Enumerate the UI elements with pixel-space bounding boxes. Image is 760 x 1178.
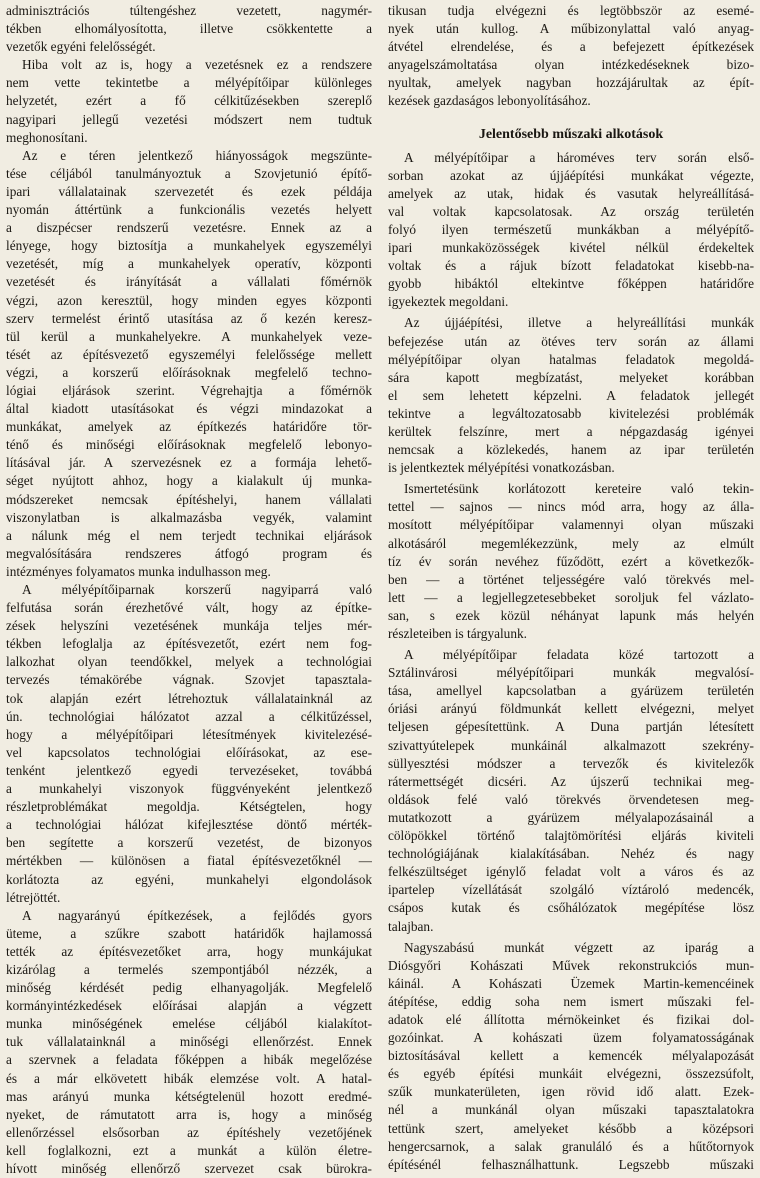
text-line: tését az építésvezető egyszemélyi felelőssége mellett (6, 346, 372, 362)
text-line: átvétel elrendelése, és a befejezett építkezések (388, 39, 754, 55)
text-line: kell foglalkozni, ezt a munkát a külön életre- (6, 1142, 372, 1158)
text-line: tése céljából tanulmányoztuk a Szovjetunió építő- (6, 165, 372, 181)
paragraph (388, 149, 754, 312)
text-line: igyekeztek megoldani. (388, 294, 509, 310)
text-line: lalkozhat olyan teendőkkel, melyek a technológiai (6, 654, 372, 670)
text-line: ténő és minőségi előírásoknak megfelelő lebonyo- (6, 437, 372, 453)
text-line: nyomán áttértünk a funkcionális vezetés helyett (6, 202, 372, 218)
text-line: ipartelep vízellátását szolgáló víztároló medencék, (388, 882, 754, 898)
text-line: a diszpécser rendszerű vezetésre. Ennek az a (6, 220, 372, 236)
text-line: zések helyszíni vezetésének munkája teljes mér- (6, 618, 372, 634)
text-line: nél a munkánál olyan műszaki tapasztalatokra (388, 1102, 754, 1118)
text-line: tekintve a legváltozatosabb kivitelezési problémák (388, 405, 754, 421)
text-line: A mélyépítőipar a hároméves terv során első- (404, 149, 754, 165)
paragraph (6, 907, 372, 1178)
text-line: san, s ezek közül néhányat lapunk más helyén (388, 607, 754, 623)
text-line: tékben lefoglalja az építésvezetőt, ezért nem fog- (6, 636, 372, 652)
text-line: oldások felé való törekvés örvendetesen meg- (388, 791, 754, 807)
text-line: A mélyépítőiparnak korszerű nagyiparrá való (22, 582, 372, 597)
text-line: tikusan tudja elvégezni és legtöbbször az esemé- (388, 3, 754, 18)
text-line: részletproblémákat megoldja. Kétségtelen, hogy (6, 799, 372, 815)
text-line: és a már elkövetett hibák elemzése volt. A hatal- (6, 1070, 372, 1086)
text-line: szivattyútelepek munkáinál alkalmazott szekrény- (388, 737, 754, 753)
text-line: Hiba volt az is, hogy a vezetésnek ez a rendszere (22, 57, 372, 73)
text-line: intézményes folyamatos munka indulhasson meg. (6, 563, 271, 579)
text-line: tuk vállalatainknál a minőségi ellenőrzést. Ennek (6, 1034, 372, 1050)
text-line: viszonylatban is alkalmazásba vegyék, valamint (6, 509, 372, 525)
text-line: által kiadott utasításokat és végzi mindazokat a (6, 401, 372, 417)
paragraph (388, 646, 754, 936)
text-line: voltak és a rájuk bízott feladatokat kisebb-na- (388, 258, 754, 274)
text-line: nagyipari jellegű vezetési módszert nem tudtuk (6, 111, 372, 127)
text-line: végzi, azon keresztül, hogy minden egyes központi (6, 292, 372, 308)
text-line: vel kapcsolatos technológiai előírásokat, az ese- (6, 744, 372, 760)
section-heading: Jelentősebb műszaki alkotások (478, 126, 664, 142)
text-line: tettünk szert, amelyeket később a középsori (388, 1120, 754, 1136)
text-line: kormányintézkedések előírásai alapján a végzett (6, 998, 372, 1014)
text-line: tül kerül a munkahelyekre. A munkahelyek veze- (6, 328, 372, 344)
text-line: munkákat, amelyek az építkezés határidőre tör- (6, 419, 372, 435)
text-line: minőség kérdését pedig elhanyagolják. Megfelelő (6, 980, 372, 996)
text-line: gyobb hibáktól eltekintve főképpen határidőre (388, 276, 754, 292)
text-line: tenként jelentkező egyedi tervezéseket, továbbá (6, 762, 372, 778)
text-line: süllyesztési módszer a tervezők és kivitelezők (388, 755, 754, 771)
text-line: mas arányú munka kétségtelenül hozott eredmé- (6, 1088, 372, 1104)
text-line: anyagelszámoltatása olyan intézkedéseknek bizo- (388, 57, 754, 73)
text-line: A nagyarányú építkezések, a fejlődés gyors (22, 907, 372, 923)
text-line: tékben elhomályosította, illetve csökkentette a (6, 21, 372, 37)
paragraph (6, 56, 372, 146)
paragraph (388, 480, 754, 643)
text-line: mélyépítőipar olyan hatalmas feladatok megoldá- (388, 351, 754, 367)
text-line: el sem lehetett képzelni. A feladatok jellegét (388, 387, 754, 403)
text-line: szerv termelést érintő utasítása az ő kezén keresz- (6, 310, 372, 326)
text-line: rátermettségét dicséri. Az újszerű technikai meg- (388, 773, 754, 789)
text-line: helyzetét, ezért a fő célkitűzésekben szereplő (6, 93, 372, 109)
text-line: séget nyújtott ahhoz, hogy a kialakult új munka- (6, 473, 372, 489)
text-line: ben segítette a korszerű vezetést, de bizonyos (6, 835, 372, 851)
text-line: mutatkozott a gyárüzem mélyalapozásainál a (388, 809, 754, 825)
text-line: nem vette tekintetbe a mélyépítőipar különleges (6, 75, 372, 91)
text-line: nemcsak a közlekedés, hanem az ipar területén (388, 442, 754, 458)
text-line: a nálunk még el nem terjedt technikai eljárások (6, 527, 372, 543)
text-line: Diósgyőri Kohászati Művek rekonstrukciós mun- (388, 957, 754, 973)
text-line: folyó ilyen természetű munkákban a mélyépítő- (388, 221, 754, 237)
text-line: ipari munkaközösségek kivétel nélkül érdekeltek (388, 240, 754, 256)
text-line: és egyéb építési munkáit elvégezni, összezsúfolt, (388, 1066, 754, 1082)
text-line: val voltak kapcsolatosak. Az ország területén (388, 203, 754, 219)
text-line: Ismertetésünk korlátozott kereteire való tekin- (404, 481, 754, 497)
text-line: lényege, hogy biztosítja a munkahelyek egyszemélyi (6, 238, 372, 254)
text-line: nyeket, de rámutatott arra is, hogy a minőség (6, 1106, 372, 1122)
text-line: A mélyépítőipar feladata közé tartozott a (404, 647, 754, 663)
text-line: tettel — sajnos — nincs mód arra, hogy az álla- (388, 499, 754, 515)
right-column-intro (388, 2, 754, 111)
right-column (388, 2, 754, 1172)
paragraph (388, 939, 754, 1174)
text-line: nyek után kullog. A műbizonylattal való anyag- (388, 21, 754, 37)
text-line: kizárólag a termelés szempontjából nézzék, a (6, 961, 372, 977)
left-column (6, 2, 372, 1176)
text-line: alkotásáról megemlékezzünk, mely az elmúlt (388, 535, 754, 551)
text-line: Sztálinvárosi mélyépítőipari munkák megvalósí- (388, 665, 754, 681)
text-line: adatok elé állította mérnökeinket és fizikai dol- (388, 1011, 754, 1027)
text-line: létrejöttét. (6, 889, 61, 905)
text-line: meghonosítani. (6, 129, 88, 145)
text-line: mosított mélyépítőipar valamennyi olyan műszaki (388, 517, 754, 533)
text-line: teljesen gépesítettünk. A Duna partján létesített (388, 719, 754, 735)
text-line: lett — a legjellegzetesebbeket soroljuk fel vázlato- (388, 589, 754, 605)
text-line: cölöpökkel történő talajtömörítési eljárás kiviteli (388, 828, 754, 844)
text-line: felfutása során érezhetővé vált, hogy az építke- (6, 600, 372, 616)
text-line: a szervnek a feladata főképpen a hibák megelőzése (6, 1052, 372, 1068)
paragraph (6, 147, 372, 581)
text-line: szűk munkaterületen, igen rövid idő alatt. Ezek- (388, 1084, 754, 1100)
text-line: tása, amellyel kapcsolatban a gyárüzem területén (388, 683, 754, 699)
paragraph (6, 581, 372, 907)
text-line: ben — a történet teljességére való törekvés mel- (388, 571, 754, 587)
text-line: ún. technológiai hálózatot azzal a célkitűzéssel, (6, 708, 372, 724)
text-line: felkészültséget igénylő feladat volt a város és az (388, 864, 754, 880)
text-line: lításával jár. A szervezésnek ez a formája lehető- (6, 455, 372, 471)
text-line: talajban. (388, 918, 434, 934)
text-line: vezetését, míg a munkahelyek operatív, központi (6, 256, 372, 272)
text-line: ipari vállalatainak szervezetét és ezek példája (6, 183, 372, 199)
text-line: sorban azokat az újjáépítési munkákat végezte, (388, 167, 754, 183)
text-line: a technológiai hálózat kifejlesztése döntő mérték- (6, 817, 372, 833)
text-line: lógiai eljárások szerint. Végrehajtja a főmérnök (6, 382, 372, 398)
text-line: vezetők egyéni felelősségét. (6, 39, 156, 55)
text-line: tok alapján ezért létrehoztuk vállalatainknál az (6, 690, 372, 706)
paragraph (388, 2, 754, 111)
text-line: tervezés témakörébe vágnak. Szovjet tapasztala- (6, 672, 372, 688)
text-line: mértékben — különösen a fiatal építésvezetőknél — (6, 853, 372, 869)
text-line: a munkahelyi viszonyok függvényeként jelentkező (6, 781, 372, 797)
text-line: hívott minőség ellenőrző szervezet csak bürokra- (6, 1161, 372, 1176)
text-line: is jelentkeztek mélyépítési vonatkozásban. (388, 460, 615, 476)
paragraph (388, 314, 754, 477)
text-line: átépítése, eddig soha nem ismert műszaki fel- (388, 993, 754, 1009)
text-line: módszereket nemcsak építéshelyi, hanem vállalati (6, 491, 372, 507)
text-line: adminisztrációs túltengéshez vezetett, nagymér- (6, 3, 372, 18)
right-column-body (388, 149, 754, 1174)
text-line: vezetését és irányítását a vállalati főmérnök (6, 274, 372, 290)
text-line: Az újjáépítési, illetve a helyreállítási munkák (404, 315, 754, 331)
text-line: építésénél felhasználhattunk. Legszebb műszaki (388, 1156, 754, 1172)
text-line: hogy a mélyépítőipari létesítmények kivitelezésé- (6, 726, 372, 742)
text-line: sára kapott megbízatást, melyeket korábban (388, 369, 754, 385)
text-line: munka minőségének emelése céljából kialakítot- (6, 1016, 372, 1032)
text-line: tíz év során nevéhez fűződött, ezért a következők- (388, 553, 754, 569)
text-line: csápos kutak és csőhálózatok megépítése lösz (388, 900, 754, 916)
text-line: hengercsarnok, a salak granuláló és a hűtőtornyok (388, 1138, 754, 1154)
text-line: megvalósítására rendszeres átfogó program és (6, 545, 372, 561)
text-line: kezések gazdaságos lebonyolításához. (388, 93, 591, 109)
text-line: részleteiben is tárgyalunk. (388, 626, 527, 641)
text-line: technológiájának kialakításában. Nehéz és nagy (388, 846, 754, 862)
text-line: Az e téren jelentkező hiányosságok megszünte- (22, 147, 372, 163)
text-line: amelyek az utak, hidak és vasutak helyreállításá- (388, 185, 754, 201)
paragraph (6, 2, 372, 56)
text-line: korlátozta az egyéni, munkahelyi elgondolások (6, 871, 372, 887)
text-line: Nagyszabású munkát végzett az iparág a (404, 939, 754, 955)
text-line: kerültek felszínre, mert a népgazdaság igényei (388, 423, 754, 439)
text-line: tették az építésvezetőket arra, hogy munkájukat (6, 943, 372, 959)
text-line: üteme, a szűkre szabott határidők hajlamossá (6, 925, 372, 941)
text-line: végzi, a korszerű előírásoknak megfelelő techno- (6, 364, 372, 380)
text-line: befejezése után az ötéves terv során az állami (388, 333, 754, 349)
text-line: óriási arányú földmunkát kellett elvégezni, melyet (388, 701, 754, 717)
text-line: biztosításával kellett a kemencék mélyalapozását (388, 1048, 754, 1064)
text-line: ellenőrzéssel elsősorban az építéshely vezetőjének (6, 1124, 372, 1140)
text-line: káinál. A Kohászati Üzemek Martin-kemencéinek (388, 975, 754, 991)
text-line: nyultak, amelyek nagyban hozzájárultak az épít- (388, 75, 754, 91)
text-line: gozóinkat. A kohászati üzem folyamatosságának (388, 1030, 754, 1046)
